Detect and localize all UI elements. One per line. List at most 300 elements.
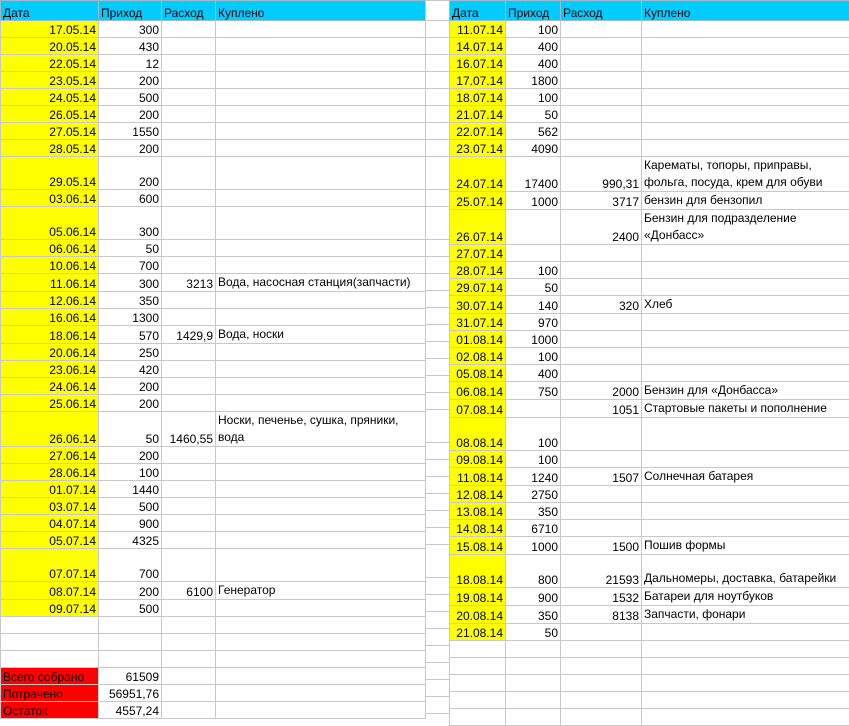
empty-cell[interactable] (506, 658, 561, 675)
expense-cell[interactable]: 21593 (561, 555, 642, 588)
empty-cell[interactable] (162, 617, 216, 634)
summary-label[interactable]: Всего собрано (1, 668, 99, 685)
date-cell[interactable]: 23.07.14 (450, 140, 506, 157)
date-cell[interactable]: 29.05.14 (1, 157, 99, 190)
date-cell[interactable]: 18.06.14 (1, 326, 99, 344)
date-cell[interactable]: 08.08.14 (450, 418, 506, 451)
bought-cell[interactable] (642, 331, 849, 348)
bought-cell[interactable]: Вода, носки (216, 326, 426, 344)
date-cell[interactable]: 21.07.14 (450, 106, 506, 123)
bought-cell[interactable]: Карематы, топоры, приправы, фольга, посуда, крем для обуви (642, 157, 849, 192)
bought-cell[interactable]: Дальномеры, доставка, батарейки (642, 555, 849, 588)
gap-cell[interactable] (426, 38, 450, 55)
date-cell[interactable]: 29.07.14 (450, 279, 506, 296)
income-cell[interactable]: 1000 (506, 537, 561, 555)
header-income[interactable]: Приход (506, 1, 561, 21)
empty-cell[interactable] (99, 634, 162, 651)
income-cell[interactable]: 1240 (506, 468, 561, 486)
bought-cell[interactable] (216, 106, 426, 123)
expense-cell[interactable]: 6100 (162, 582, 216, 600)
header-expense[interactable]: Расход (162, 1, 216, 21)
expense-cell[interactable] (162, 292, 216, 309)
income-cell[interactable]: 420 (99, 361, 162, 378)
gap-cell[interactable] (426, 207, 450, 240)
bought-cell[interactable]: Генератор (216, 582, 426, 600)
gap-cell[interactable] (426, 89, 450, 106)
income-cell[interactable]: 100 (506, 21, 561, 38)
income-cell[interactable] (506, 400, 561, 418)
date-cell[interactable]: 14.07.14 (450, 38, 506, 55)
gap-cell[interactable] (426, 308, 450, 325)
expense-cell[interactable] (162, 361, 216, 378)
gap-cell[interactable] (426, 528, 450, 545)
income-cell[interactable]: 350 (506, 503, 561, 520)
bought-cell[interactable] (216, 207, 426, 240)
date-cell[interactable]: 26.07.14 (450, 210, 506, 245)
empty-cell[interactable] (216, 634, 426, 651)
bought-cell[interactable] (642, 365, 849, 382)
date-cell[interactable]: 24.06.14 (1, 378, 99, 395)
empty-cell[interactable] (506, 709, 561, 726)
income-cell[interactable]: 1000 (506, 192, 561, 210)
empty-cell[interactable] (450, 641, 506, 658)
expense-cell[interactable] (162, 378, 216, 395)
date-cell[interactable]: 05.06.14 (1, 207, 99, 240)
empty-cell[interactable] (1, 634, 99, 651)
empty-cell[interactable] (642, 675, 849, 692)
date-cell[interactable]: 07.08.14 (450, 400, 506, 418)
income-cell[interactable]: 570 (99, 326, 162, 344)
expense-cell[interactable]: 1507 (561, 468, 642, 486)
gap-cell[interactable] (426, 410, 450, 443)
income-cell[interactable]: 4325 (99, 532, 162, 549)
bought-cell[interactable]: Солнечная батарея (642, 468, 849, 486)
date-cell[interactable]: 28.06.14 (1, 464, 99, 481)
income-cell[interactable]: 800 (506, 555, 561, 588)
bought-cell[interactable] (216, 240, 426, 257)
expense-cell[interactable] (162, 600, 216, 617)
empty-cell[interactable] (561, 658, 642, 675)
bought-cell[interactable] (216, 309, 426, 326)
expense-cell[interactable]: 8138 (561, 606, 642, 624)
date-cell[interactable]: 23.05.14 (1, 72, 99, 89)
expense-cell[interactable] (561, 245, 642, 262)
bought-cell[interactable] (216, 600, 426, 617)
expense-cell[interactable] (162, 21, 216, 38)
date-cell[interactable]: 24.07.14 (450, 157, 506, 192)
income-cell[interactable]: 970 (506, 314, 561, 331)
income-cell[interactable]: 200 (99, 106, 162, 123)
gap-cell[interactable] (426, 140, 450, 157)
expense-cell[interactable]: 320 (561, 296, 642, 314)
date-cell[interactable]: 23.06.14 (1, 361, 99, 378)
income-cell[interactable]: 600 (99, 190, 162, 207)
date-cell[interactable]: 09.08.14 (450, 451, 506, 468)
expense-cell[interactable] (162, 549, 216, 582)
empty-cell[interactable] (162, 668, 216, 685)
bought-cell[interactable]: Батареи для ноутбуков (642, 588, 849, 606)
empty-cell[interactable] (561, 709, 642, 726)
date-cell[interactable]: 16.06.14 (1, 309, 99, 326)
date-cell[interactable]: 26.06.14 (1, 412, 99, 447)
bought-cell[interactable] (216, 140, 426, 157)
date-cell[interactable]: 08.07.14 (1, 582, 99, 600)
expense-cell[interactable] (162, 481, 216, 498)
expense-cell[interactable] (561, 72, 642, 89)
date-cell[interactable]: 22.05.14 (1, 55, 99, 72)
bought-cell[interactable] (216, 123, 426, 140)
empty-cell[interactable] (1, 617, 99, 634)
income-cell[interactable]: 400 (506, 55, 561, 72)
expense-cell[interactable] (561, 348, 642, 365)
date-cell[interactable]: 26.05.14 (1, 106, 99, 123)
bought-cell[interactable]: Вода, насосная станция(запчасти) (216, 274, 426, 292)
bought-cell[interactable] (216, 344, 426, 361)
empty-cell[interactable] (99, 651, 162, 668)
bought-cell[interactable] (642, 520, 849, 537)
gap-cell[interactable] (426, 494, 450, 511)
income-cell[interactable]: 2750 (506, 486, 561, 503)
date-cell[interactable]: 04.07.14 (1, 515, 99, 532)
date-cell[interactable]: 10.06.14 (1, 257, 99, 274)
date-cell[interactable]: 09.07.14 (1, 600, 99, 617)
gap-cell[interactable] (426, 595, 450, 612)
bought-cell[interactable] (216, 292, 426, 309)
expense-cell[interactable] (561, 140, 642, 157)
income-cell[interactable]: 50 (99, 240, 162, 257)
bought-cell[interactable] (642, 89, 849, 106)
expense-cell[interactable]: 1429,9 (162, 326, 216, 344)
date-cell[interactable]: 28.05.14 (1, 140, 99, 157)
empty-cell[interactable] (506, 692, 561, 709)
header-bought[interactable]: Куплено (642, 1, 849, 21)
date-cell[interactable]: 01.07.14 (1, 481, 99, 498)
income-cell[interactable]: 500 (99, 498, 162, 515)
empty-cell[interactable] (162, 651, 216, 668)
expense-cell[interactable] (162, 190, 216, 207)
bought-cell[interactable]: бензин для бензопил (642, 192, 849, 210)
income-cell[interactable]: 700 (99, 257, 162, 274)
income-cell[interactable]: 17400 (506, 157, 561, 192)
date-cell[interactable]: 20.06.14 (1, 344, 99, 361)
empty-cell[interactable] (450, 675, 506, 692)
gap-cell[interactable] (426, 106, 450, 123)
date-cell[interactable]: 11.08.14 (450, 468, 506, 486)
bought-cell[interactable] (216, 361, 426, 378)
income-cell[interactable]: 250 (99, 344, 162, 361)
income-cell[interactable]: 900 (99, 515, 162, 532)
bought-cell[interactable] (642, 348, 849, 365)
bought-cell[interactable] (642, 38, 849, 55)
expense-cell[interactable] (162, 38, 216, 55)
empty-cell[interactable] (561, 692, 642, 709)
income-cell[interactable]: 500 (99, 600, 162, 617)
bought-cell[interactable] (216, 21, 426, 38)
header-expense[interactable]: Расход (561, 1, 642, 21)
gap-cell[interactable] (426, 578, 450, 595)
summary-value[interactable]: 61509 (99, 668, 162, 685)
bought-cell[interactable] (216, 464, 426, 481)
empty-cell[interactable] (162, 702, 216, 719)
expense-cell[interactable]: 1500 (561, 537, 642, 555)
empty-cell[interactable] (450, 658, 506, 675)
header-date[interactable]: Дата (1, 1, 99, 21)
expense-cell[interactable] (561, 38, 642, 55)
income-cell[interactable]: 1000 (506, 331, 561, 348)
date-cell[interactable]: 20.05.14 (1, 38, 99, 55)
date-cell[interactable]: 18.08.14 (450, 555, 506, 588)
date-cell[interactable]: 06.06.14 (1, 240, 99, 257)
bought-cell[interactable] (216, 498, 426, 515)
bought-cell[interactable] (642, 486, 849, 503)
income-cell[interactable]: 562 (506, 123, 561, 140)
gap-cell[interactable] (426, 240, 450, 257)
income-cell[interactable]: 1440 (99, 481, 162, 498)
income-cell[interactable]: 350 (99, 292, 162, 309)
date-cell[interactable]: 27.07.14 (450, 245, 506, 262)
expense-cell[interactable]: 2400 (561, 210, 642, 245)
bought-cell[interactable] (216, 447, 426, 464)
bought-cell[interactable]: Хлеб (642, 296, 849, 314)
income-cell[interactable]: 50 (506, 624, 561, 641)
bought-cell[interactable]: Стартовые пакеты и пополнение (642, 400, 849, 418)
bought-cell[interactable] (216, 190, 426, 207)
expense-cell[interactable] (162, 395, 216, 412)
empty-cell[interactable] (162, 634, 216, 651)
income-cell[interactable]: 200 (99, 157, 162, 190)
income-cell[interactable]: 350 (506, 606, 561, 624)
summary-value[interactable]: 4557,24 (99, 702, 162, 719)
expense-cell[interactable]: 2000 (561, 382, 642, 400)
date-cell[interactable]: 06.08.14 (450, 382, 506, 400)
expense-cell[interactable] (561, 314, 642, 331)
expense-cell[interactable] (561, 123, 642, 140)
income-cell[interactable]: 1800 (506, 72, 561, 89)
empty-cell[interactable] (506, 641, 561, 658)
bought-cell[interactable] (216, 515, 426, 532)
expense-cell[interactable] (561, 262, 642, 279)
income-cell[interactable]: 100 (506, 262, 561, 279)
empty-cell[interactable] (450, 709, 506, 726)
income-cell[interactable]: 900 (506, 588, 561, 606)
expense-cell[interactable]: 1460,55 (162, 412, 216, 447)
bought-cell[interactable]: Бензин для подразделение «Донбасс» (642, 210, 849, 245)
expense-cell[interactable] (561, 503, 642, 520)
date-cell[interactable]: 27.06.14 (1, 447, 99, 464)
income-cell[interactable]: 300 (99, 21, 162, 38)
gap-cell[interactable] (426, 291, 450, 308)
expense-cell[interactable] (162, 240, 216, 257)
expense-cell[interactable]: 3717 (561, 192, 642, 210)
bought-cell[interactable] (216, 532, 426, 549)
income-cell[interactable]: 6710 (506, 520, 561, 537)
date-cell[interactable]: 17.05.14 (1, 21, 99, 38)
gap-cell[interactable] (426, 477, 450, 494)
bought-cell[interactable] (642, 279, 849, 296)
expense-cell[interactable] (162, 447, 216, 464)
expense-cell[interactable] (162, 464, 216, 481)
date-cell[interactable]: 11.07.14 (450, 21, 506, 38)
gap-cell[interactable] (426, 72, 450, 89)
date-cell[interactable]: 27.05.14 (1, 123, 99, 140)
date-cell[interactable]: 17.07.14 (450, 72, 506, 89)
gap-cell[interactable] (426, 190, 450, 207)
date-cell[interactable]: 28.07.14 (450, 262, 506, 279)
gap-cell[interactable] (426, 393, 450, 410)
expense-cell[interactable] (561, 418, 642, 451)
empty-cell[interactable] (561, 675, 642, 692)
empty-cell[interactable] (99, 617, 162, 634)
expense-cell[interactable] (162, 309, 216, 326)
income-cell[interactable]: 200 (99, 447, 162, 464)
expense-cell[interactable] (162, 157, 216, 190)
expense-cell[interactable] (162, 515, 216, 532)
bought-cell[interactable] (642, 55, 849, 72)
income-cell[interactable]: 400 (506, 38, 561, 55)
income-cell[interactable]: 100 (99, 464, 162, 481)
date-cell[interactable]: 11.06.14 (1, 274, 99, 292)
expense-cell[interactable]: 990,31 (561, 157, 642, 192)
income-cell[interactable]: 200 (99, 378, 162, 395)
date-cell[interactable]: 25.06.14 (1, 395, 99, 412)
income-cell[interactable]: 1550 (99, 123, 162, 140)
income-cell[interactable] (506, 245, 561, 262)
expense-cell[interactable] (162, 532, 216, 549)
gap-cell[interactable] (426, 123, 450, 140)
expense-cell[interactable] (561, 624, 642, 641)
income-cell[interactable]: 12 (99, 55, 162, 72)
income-cell[interactable]: 1300 (99, 309, 162, 326)
date-cell[interactable]: 12.06.14 (1, 292, 99, 309)
summary-value[interactable]: 56951,76 (99, 685, 162, 702)
bought-cell[interactable] (642, 106, 849, 123)
bought-cell[interactable] (642, 140, 849, 157)
expense-cell[interactable]: 1051 (561, 400, 642, 418)
expense-cell[interactable] (162, 106, 216, 123)
expense-cell[interactable] (561, 55, 642, 72)
expense-cell[interactable] (162, 257, 216, 274)
bought-cell[interactable] (216, 257, 426, 274)
bought-cell[interactable] (642, 72, 849, 89)
bought-cell[interactable] (642, 262, 849, 279)
date-cell[interactable]: 31.07.14 (450, 314, 506, 331)
date-cell[interactable]: 21.08.14 (450, 624, 506, 641)
empty-cell[interactable] (216, 702, 426, 719)
bought-cell[interactable]: Запчасти, фонари (642, 606, 849, 624)
income-cell[interactable]: 430 (99, 38, 162, 55)
bought-cell[interactable] (642, 123, 849, 140)
gap-cell[interactable] (426, 359, 450, 376)
income-cell[interactable]: 100 (506, 89, 561, 106)
empty-cell[interactable] (642, 658, 849, 675)
date-cell[interactable]: 03.07.14 (1, 498, 99, 515)
gap-cell[interactable] (426, 545, 450, 578)
gap-cell[interactable] (426, 629, 450, 646)
income-cell[interactable]: 4090 (506, 140, 561, 157)
header-bought[interactable]: Куплено (216, 1, 426, 21)
empty-cell[interactable] (506, 675, 561, 692)
gap-cell[interactable] (426, 680, 450, 697)
bought-cell[interactable] (216, 38, 426, 55)
empty-cell[interactable] (216, 685, 426, 702)
income-cell[interactable]: 50 (506, 279, 561, 296)
expense-cell[interactable]: 1532 (561, 588, 642, 606)
expense-cell[interactable] (561, 365, 642, 382)
empty-cell[interactable] (216, 651, 426, 668)
gap-cell[interactable] (426, 511, 450, 528)
empty-cell[interactable] (642, 641, 849, 658)
gap-cell[interactable] (426, 612, 450, 629)
income-cell[interactable]: 100 (506, 348, 561, 365)
date-cell[interactable]: 14.08.14 (450, 520, 506, 537)
bought-cell[interactable] (216, 89, 426, 106)
date-cell[interactable]: 12.08.14 (450, 486, 506, 503)
gap-cell[interactable] (426, 460, 450, 477)
expense-cell[interactable] (561, 279, 642, 296)
date-cell[interactable]: 02.08.14 (450, 348, 506, 365)
date-cell[interactable]: 16.07.14 (450, 55, 506, 72)
date-cell[interactable]: 24.05.14 (1, 89, 99, 106)
income-cell[interactable]: 300 (99, 207, 162, 240)
income-cell[interactable]: 100 (506, 451, 561, 468)
date-cell[interactable]: 07.07.14 (1, 549, 99, 582)
bought-cell[interactable]: Пошив формы (642, 537, 849, 555)
gap-cell[interactable] (426, 157, 450, 190)
date-cell[interactable]: 25.07.14 (450, 192, 506, 210)
bought-cell[interactable] (642, 451, 849, 468)
expense-cell[interactable] (162, 140, 216, 157)
empty-cell[interactable] (642, 709, 849, 726)
bought-cell[interactable] (216, 395, 426, 412)
bought-cell[interactable] (642, 624, 849, 641)
bought-cell[interactable] (642, 245, 849, 262)
date-cell[interactable]: 20.08.14 (450, 606, 506, 624)
date-cell[interactable]: 03.06.14 (1, 190, 99, 207)
expense-cell[interactable] (162, 207, 216, 240)
gap-cell[interactable] (426, 21, 450, 38)
expense-cell[interactable] (561, 451, 642, 468)
gap-cell[interactable] (426, 1, 450, 21)
date-cell[interactable]: 18.07.14 (450, 89, 506, 106)
bought-cell[interactable] (642, 314, 849, 331)
income-cell[interactable]: 140 (506, 296, 561, 314)
header-date[interactable]: Дата (450, 1, 506, 21)
bought-cell[interactable] (216, 72, 426, 89)
date-cell[interactable]: 15.08.14 (450, 537, 506, 555)
expense-cell[interactable] (561, 331, 642, 348)
expense-cell[interactable] (162, 72, 216, 89)
bought-cell[interactable] (216, 481, 426, 498)
date-cell[interactable]: 05.07.14 (1, 532, 99, 549)
bought-cell[interactable] (216, 378, 426, 395)
income-cell[interactable]: 300 (99, 274, 162, 292)
bought-cell[interactable] (642, 418, 849, 451)
bought-cell[interactable]: Бензин для «Донбасса» (642, 382, 849, 400)
expense-cell[interactable] (162, 89, 216, 106)
date-cell[interactable]: 19.08.14 (450, 588, 506, 606)
gap-cell[interactable] (426, 646, 450, 663)
income-cell[interactable]: 200 (99, 395, 162, 412)
date-cell[interactable]: 30.07.14 (450, 296, 506, 314)
empty-cell[interactable] (216, 668, 426, 685)
date-cell[interactable]: 22.07.14 (450, 123, 506, 140)
expense-cell[interactable] (561, 520, 642, 537)
expense-cell[interactable] (561, 486, 642, 503)
expense-cell[interactable] (162, 55, 216, 72)
expense-cell[interactable] (561, 106, 642, 123)
gap-cell[interactable] (426, 257, 450, 274)
header-income[interactable]: Приход (99, 1, 162, 21)
